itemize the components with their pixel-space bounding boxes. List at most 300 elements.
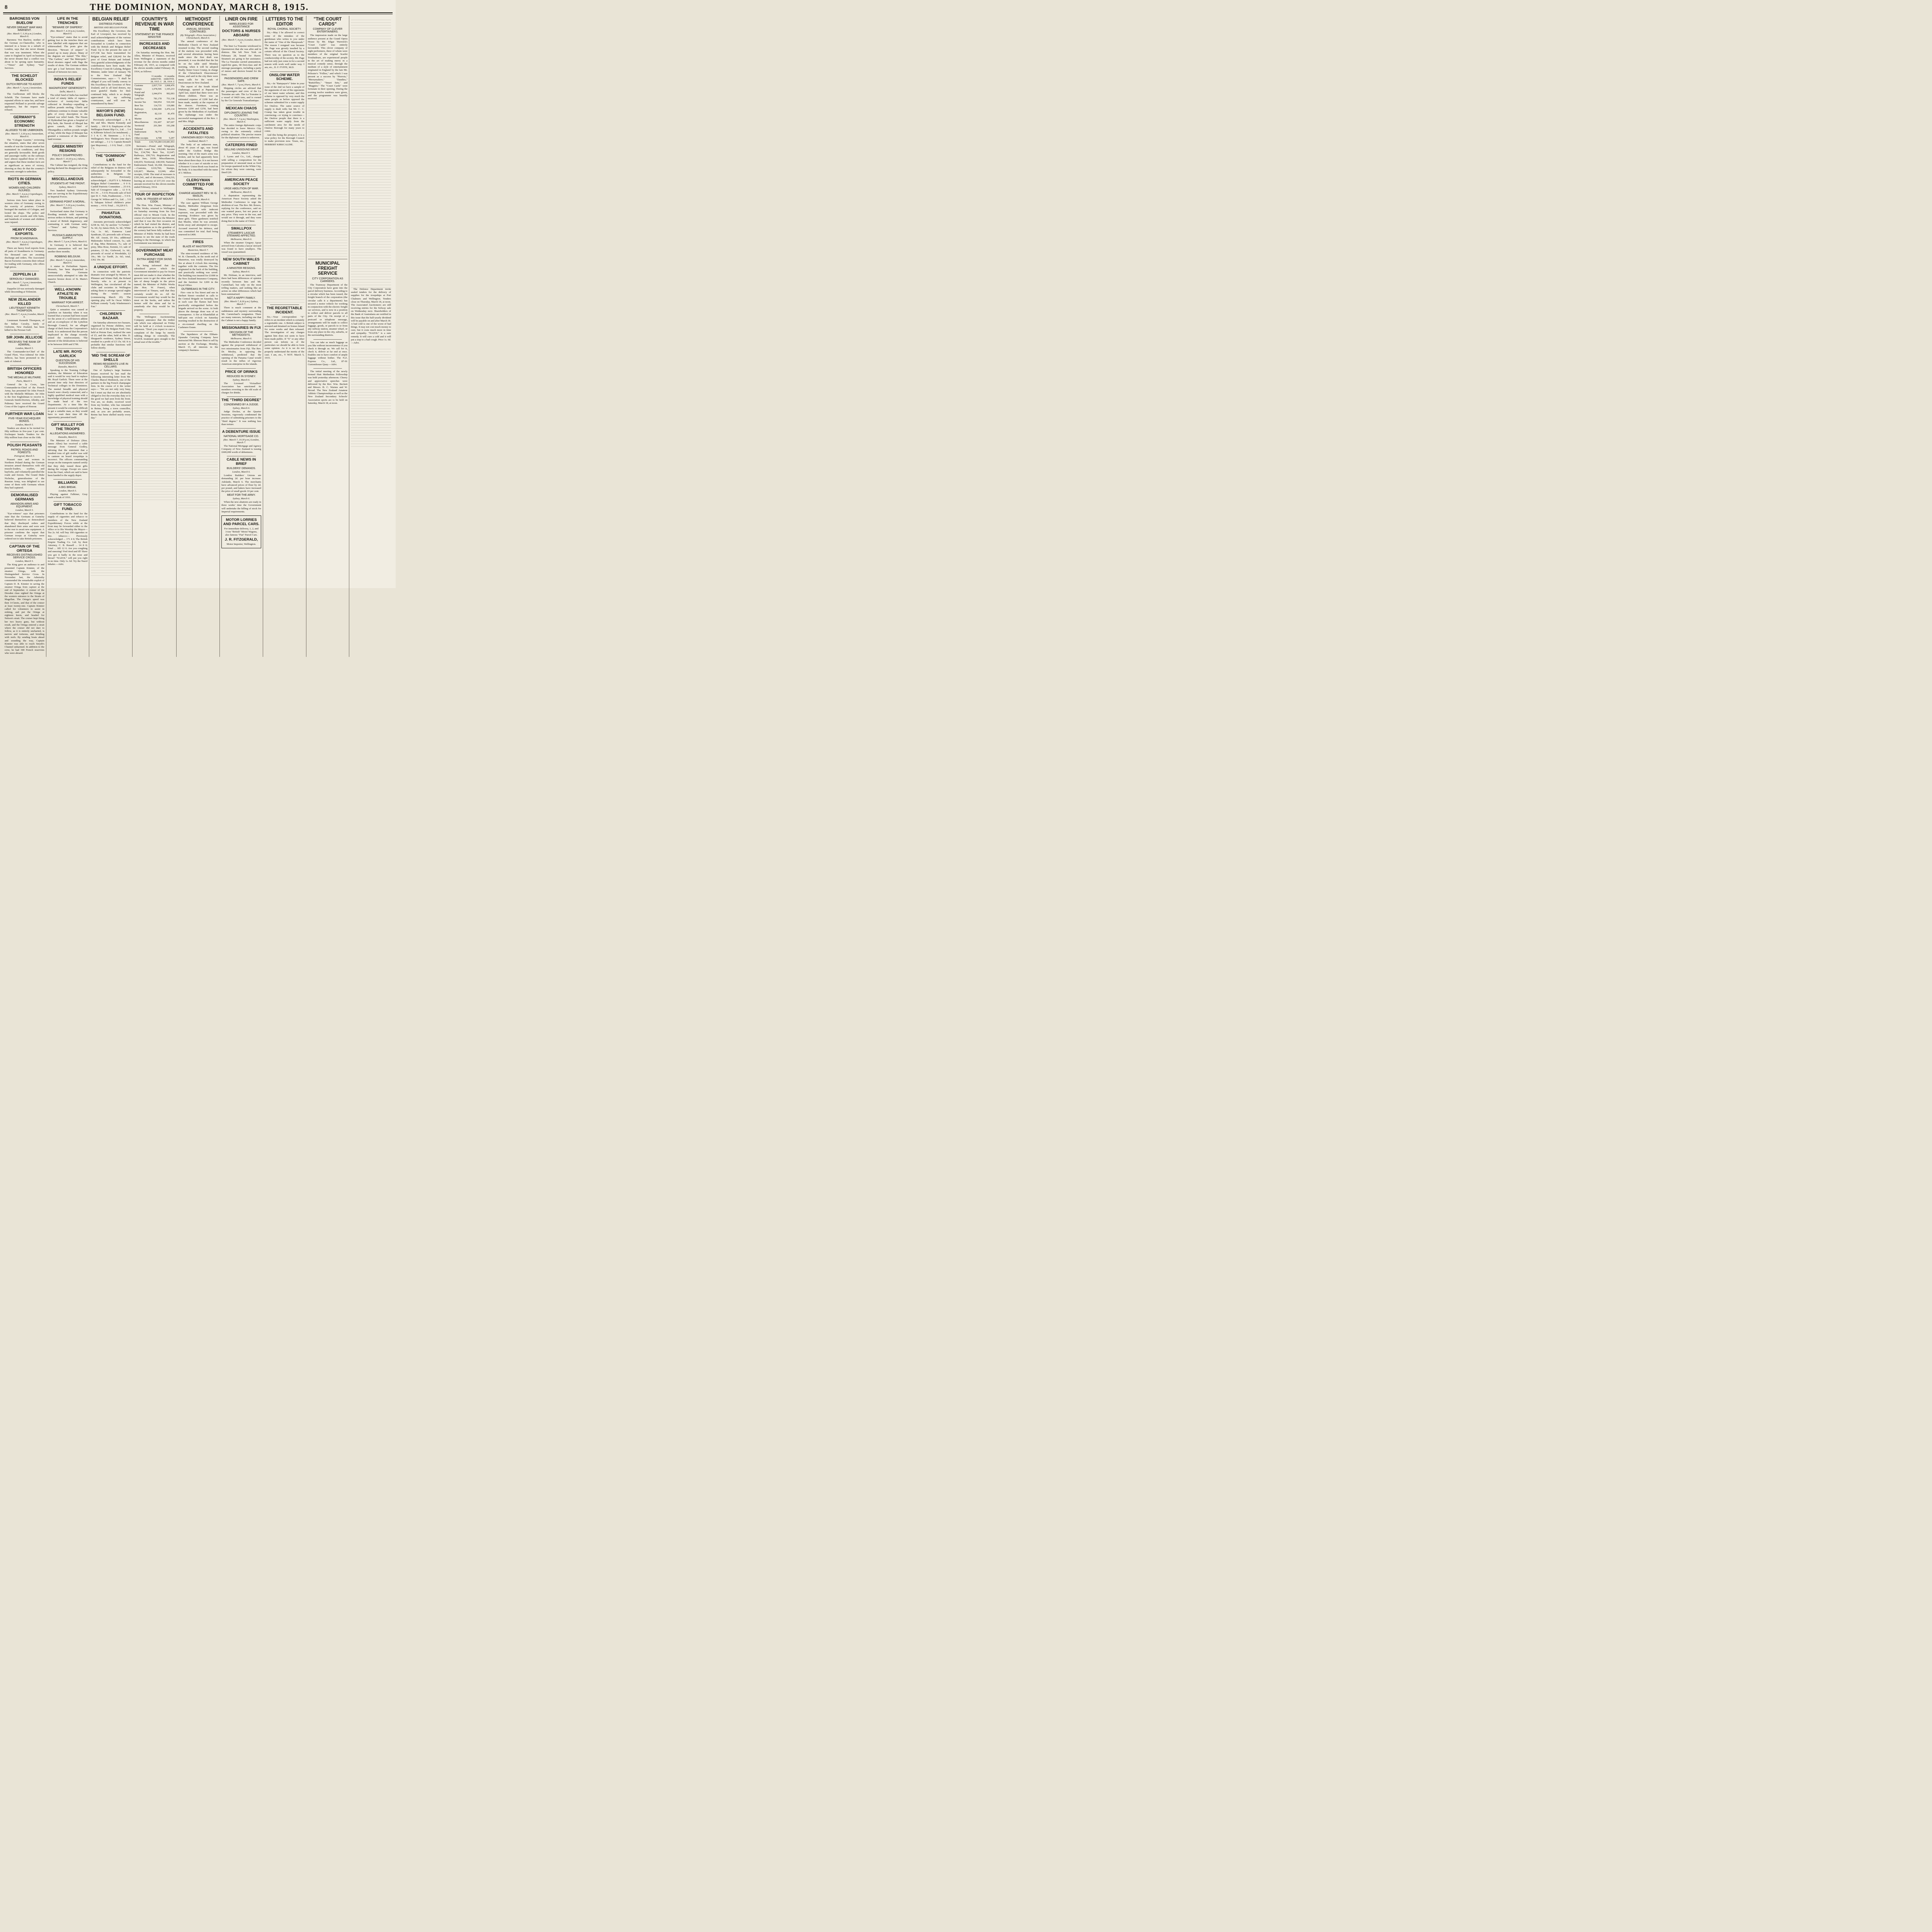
- dateline: (Rec. March 7, 3 p.m.) Amsterdam, March 6.: [7, 87, 42, 92]
- headline: A UNIQUE EFFORT.: [94, 265, 128, 270]
- headline: MISSIONARIES IN FIJI: [222, 326, 261, 330]
- separator: [10, 72, 39, 73]
- headline: WELL-KNOWN ATHLETE IN TROUBLE: [54, 287, 81, 300]
- dateline: Melbourne, March 6.: [230, 191, 252, 194]
- separator: [227, 176, 256, 177]
- article-greek-ministry: [48, 145, 88, 173]
- headline: PRICE OF DRINKS: [225, 369, 258, 374]
- newspaper-page: [0, 0, 396, 655]
- table-cell: 201,584: [153, 124, 162, 127]
- dateline: (Rec. March 7, 8.30 p.m.) Sydney, March 7.: [224, 300, 259, 306]
- headline: AMERICAN PEACE SOCIETY: [224, 178, 258, 187]
- article-body: One of Sydney's large business houses received by last mail the following interesting letter from Mr. Charles Marcel Heidsieck, one of the partners in the big French champagne firm. In the course of it the writer says:— "We are not only very busy, but I must say that we are absolutely obliged to live the everyday duty or to the good we had seen from the front. You are, no doubt, received word from my brother, who has remained in Reims, being a town councillor, and, as you are probably aware, Reims has been shelled nearly every day.": [91, 369, 131, 420]
- table-row: [134, 104, 175, 107]
- dateline: London, March 5.: [232, 152, 250, 155]
- text-continuation: [351, 17, 391, 288]
- dateline: (Rec. March 7, 10.30 p.m.) Athens, March 7.: [50, 158, 85, 163]
- table-cell: £10,719,284: [149, 140, 162, 143]
- headline: CLERGYMAN COMMITTED FOR TRIAL: [182, 178, 214, 191]
- article-auction-notice: [134, 316, 175, 344]
- dateline: Christchurch, March 6.: [186, 198, 210, 201]
- separator: [53, 348, 82, 349]
- dateline: Sydney, March 6.: [233, 378, 250, 381]
- headline: CATERERS FINED: [225, 143, 257, 148]
- subhead: REIMS RESIDENTS LIVE IN CELLARS.: [93, 363, 128, 369]
- article-body: His Excellency the Governor, the Earl of Liverpool, has received by mail acknowledgments of the various contributions which have been forwarded to London in connection with the British and Belgian Relief Fund. Up to the present the sum of £37,338 has been transmitted for Belgian relief, and £28,642 for the poor of Great Britain and Ireland. Very grateful acknowledgments of the contributions have been made. His Excellency Count de Lalaing, Belgian Minister, under letter of January 7th to the New Zealand High Commissioner, says:— "I shall be obliged if you will kindly convey to His Excellency the Governor of New Zealand, and to all kind donors, my most grateful thanks for their continued help, which is so deeply appreciated by my suffering countrymen, and will ever be remembered by them.": [91, 30, 131, 105]
- table-cell: 81,470: [168, 112, 175, 116]
- headline: CHILDREN'S BAZAAR.: [99, 312, 122, 321]
- revenue-table: [134, 75, 175, 144]
- headline: NEW SOUTH WALES CABINET: [223, 257, 260, 266]
- article-body: The Commander-in-Chief of the Grand Fleet, Vice-Admiral Sir John Jellicoe, has been promoted to the rank of Admiral.: [5, 350, 44, 363]
- article-body: Tenders are about to be invited for fifty millions in five-year 3 per cent. Exchequer bonds. Tenders for the fifty million loan close on the 10th.: [5, 427, 44, 439]
- headline: BRITISH OFFICERS HONORED: [7, 366, 42, 375]
- advertisement-motor-lorries: [221, 515, 261, 548]
- article-body: Speaking to the Training College students, the Minister of Education said it would be very hard to replace Mr. Royd Garlick. There were at the present time only four directors of Technical colleges in the Dominion. The mental breadth and physical branch were closely connected, and a highly qualified medical man with a knowledge of physical training should be made head of the two Departments. At a time like the present it would be extremely difficult to get a suitable man, as they would have to wait their time till the opportunity presented itself.: [48, 369, 88, 419]
- article-war-loan: [5, 412, 44, 440]
- article-nsw-cabinet: [221, 258, 261, 322]
- article-body: There are heavy food exports from all parts of Scandinavia to Germany. Six thousand cars are awaiting discharge and orders. The Associated Bacon Factories concerns their refusal for trading with Germany, who offers high prices.: [5, 247, 44, 269]
- separator: [313, 368, 342, 369]
- dateline: (Rec. March 7, 4 p.m.) London, March 6.: [5, 313, 44, 319]
- headline: FIRES: [192, 240, 204, 245]
- article-russia-ammunition: [48, 234, 88, 253]
- headline: BILLIARDS: [58, 481, 78, 485]
- table-cell: Postal and Telegraph: [134, 91, 145, 97]
- headline: RIOTS IN GERMAN CITIES.: [8, 177, 41, 186]
- article-childrens-bazaar: [91, 312, 131, 350]
- table-cell: 193,298: [166, 124, 175, 127]
- headline: MEXICAN CHAOS: [226, 106, 257, 111]
- table-cell: Stamps: [134, 87, 142, 90]
- subhead: STEAMER'S LASCAR STEWARD AFFECTED.: [226, 231, 256, 237]
- separator: [10, 410, 39, 411]
- subhead: FIVE-YEAR EXCHEQUER BONDS.: [8, 417, 41, 423]
- article-court-cards: [308, 17, 348, 100]
- article-regrettable: [265, 306, 304, 360]
- article-dominion-list: [91, 154, 131, 207]
- column-9: [349, 16, 393, 657]
- article-body: General De la Croix, late Commander-in-Chief of the French Army, has presented Sir John French with the Medaille Militaire. Sir John is the first Englishman to receive it. Generals Smith-Dorrien, Allenby, and Pulteney have received the Grand Cross of the Legion of Honour.: [5, 383, 44, 408]
- headline: INCREASES AND DECREASES: [139, 41, 170, 50]
- article-body: London Builders' Unions are demanding 2d. per hour increase. Adelaide, March 6. The merchants have advanced prices of flour by 2d. per pound, and bakers have increased the price of small goods 10 per cent.: [221, 474, 261, 493]
- table-cell: Registration, etc.: [134, 111, 147, 117]
- article-caterers: [221, 143, 261, 174]
- text-continuation: [178, 354, 218, 509]
- table-cell: Land Tax: [134, 97, 144, 100]
- separator: [10, 365, 39, 366]
- subhead: RUSSIA'S AMMUNITION SUPPLY.: [52, 234, 83, 240]
- headline: THE REGRETTABLE INCIDENT.: [267, 306, 303, 315]
- dateline: Masterton, March 7.: [188, 249, 209, 252]
- headline: CABLE NEWS IN BRIEF: [226, 457, 256, 466]
- separator: [270, 71, 299, 72]
- dateline: (Rec. March 7, 3.30 p.m.) Amsterdam, March 6.: [5, 133, 44, 138]
- article-body: Amounts previously acknowledged £238 4s. 6d.; by auction "A Farmer," 5s. 6d.; by James Dick, 5s. 6d.; White Cat, 1s. 6d.; Kumeroa Land Syndicate, £5; proceeds sale of horse, Mr. Alf. Anson, £9 10s.; additional Makomako School concert, 5s.; sale of dog, Miss Bennison, 7s.; sale of pony, Miss Rose, Kemini, £1; sale of potatoes, £3 8s.; Gislwood, 1s. 6d.; proceeds of social at Woodsdale, £2 10s.; Mr. Le Tardif, 2s. 6d.; total, £362 19s. 8d.: [91, 221, 131, 262]
- text-continuation: [265, 148, 304, 303]
- article-body: The Gurllesman still blocks the Scheldt. The Germans have made repeated efforts to raise her, and have requested Holland to provide salvage appliances, but the request was refused.: [5, 93, 44, 112]
- headline: BELGIAN RELIEF: [92, 17, 129, 22]
- article-liner-fire: [221, 17, 261, 103]
- subhead: WARRANT FOR ARREST.: [51, 301, 84, 304]
- table-cell: Marine: [134, 117, 142, 120]
- article-body: The case against William George Maslin, Methodist clergyman from Timaru, charged with indecent exposure, was proceeded with this morning. Evidence was given by three girls. Three gardeners testified that Maslin, when he was arrested, broke away and attempted to escape. Accused reserved his defence, and was committed for trial. Bail being renewed in £400.: [178, 202, 218, 236]
- column-3: [89, 16, 133, 657]
- subhead: REDUCED IN SYDNEY.: [226, 375, 256, 378]
- article-body: The King gave an audience to and presented Captain Kinnier, of the steamer Ortega, with the Distinguished Service Cross. In November last, the Admiralty commended the remarkable exploit of Captain D. R. Kinnier in saving the steamer Ortega from capture at the end of September. A cruiser of the Dresden class sighted the Ortega at the western entrance to the Straits of Magellan. The Ortega's speed was then 14 knots, and that of the cruiser at least twenty-one. Captain Kinnier called for volunteers to assist in stoking, and put the Ortega at eighteen knots, and headed for Nelson's strait. The cruiser kept firing her two heavy guns, but without result, and the Ortega entered a strait where the cruiser did not dare to follow, as it is entirely uncharted, is narrow and tortuous, and bristling with reefs. By sending boats ahead and sounding the way, Captain Kinnier was able to reach Smyth's Channel unharmed. In addition to the crew, he had 300 French reservists who were aboard.: [5, 563, 44, 655]
- article-body: When the steamer Gregory Apcar arrived from Calcutta a lascar steward was found to have smallpox. The vessel was quarantined.: [221, 241, 261, 254]
- headline: PAHIATUA DONATIONS.: [99, 211, 122, 220]
- article-body: The nine-roomed residence of Mr. W. B. Chennells, in the north end of Masterton, was totally destroyed by fire at about 8 o'clock this morning, together with the contents. The fire originated in the back of the building, and practically nothing was saved. The building was insured for £1000 in the New Zealand Insurance Company, and the furniture for £200 in the Royal Office.: [178, 252, 218, 287]
- article-body: Sir,—May I be allowed to correct some of the mistakes of the gentleman who writes to you under the name of "One of the Sheepwash." The reason I resigned was because Mr. Page was grossly insulted by a certain official of the Choral Society. There was no question as to the conductorship of the society. Mr. Page had not only just come in for a second season with work well under way. I am, etc., D. F. FYFFE, M.D.: [264, 31, 304, 69]
- text-continuation: [351, 347, 391, 447]
- headline: GIFT MULLET FOR THE TROOPS: [51, 423, 84, 432]
- subhead: CITY CORPORATION AS CARRIERS.: [312, 277, 344, 283]
- headline: DEMORALISED GERMANS: [11, 493, 38, 502]
- subhead: WOMEN AND CHILDREN INJURED.: [9, 186, 41, 192]
- dateline: (Rec. March 7, 7 p.m.) Paris, March 6.: [221, 83, 261, 86]
- column-4: [133, 16, 177, 657]
- table-row: [134, 121, 175, 124]
- separator: [53, 479, 82, 480]
- table-header-cell: 11 months ended Feb. 28, 1914. £: [162, 75, 175, 84]
- article-body: Mr. Holman, in an interview, said there had been differences of opinion recently between him and Mr. Carmichael, but only on the most trifling matters, and nothing like an action on other differences which had been summarised.: [221, 274, 261, 296]
- separator: [184, 125, 213, 126]
- table-header-row: [134, 75, 175, 84]
- subhead: NATIONAL MORTGAGE CO.: [223, 435, 259, 438]
- article-body: Baroness Von Buelow, mother of the German ex-Chancellor, who is interned in a house in a suburb of London, says that she never dreamt that war was imminent. When she came to England in April on business the never dreamt that a conflict was about to be sprung upon humanity.—"Times" and Sydney "Sun" Services.: [5, 38, 44, 70]
- table-cell: 44,209: [155, 117, 162, 120]
- ad-body: For immediate delivery, 1, 2, and 3-ton "British" Motor Wagons, also famous "Fiat" Parcel Cars.: [224, 527, 259, 537]
- subhead: HON. W. FRASER AT MOUNT COOK.: [136, 198, 173, 204]
- dateline: Melbourne, March 6.: [230, 337, 252, 340]
- article-unique-effort: [91, 265, 131, 308]
- headline: GIFT TOBACCO FUND.: [53, 503, 82, 512]
- article-body: The entire foreign diplomatic corps has decided to leave Mexico City owing to the extremely critical political situation. The precise reason for the diplomats' action is unknown.: [221, 124, 261, 139]
- subhead: COMPANY OF CLEVER ENTERTAINERS.: [313, 28, 343, 34]
- dateline: (Rec. March 7, 5 p.m.) Paris, March 6.: [48, 240, 87, 243]
- separator: [227, 428, 256, 429]
- table-cell: 781,178: [153, 97, 162, 100]
- subhead: DIPLOMATS LEAVING THE COUNTRY.: [224, 111, 259, 117]
- separator: [53, 175, 82, 176]
- article-methodist: [178, 17, 218, 123]
- article-body: The liquidators of the Eltham-Opunake Carrying Company have instructed Mr. Bleeson Hunt to sell by auction at the Exchange, Monday, March 15, all interests in the company's business.: [178, 333, 218, 352]
- article-body: The Cabinet has resigned, the King having declared his disapproval of the policy.: [48, 164, 88, 173]
- headline: COUNTRY'S REVENUE IN WAR TIME: [135, 17, 174, 32]
- separator: [139, 40, 169, 41]
- table-cell: 82,110: [155, 112, 162, 116]
- column-2: [46, 16, 90, 657]
- subhead: NOT A HAPPY FAMILY.: [227, 297, 256, 300]
- article-body: The "Cologne Gazette," reviewing the situation, states that after seven months of war the German market has maintained its conditions, and they are generally favourable. Both goods and passenger traffic on the railways have almost equalled those of 1914, and argues that these modest facts are as significant as news of victory, showing as they do that the country's economic strength is unbroken.: [5, 139, 44, 173]
- page-number: 8: [5, 4, 8, 10]
- article-body: A statue in Perfaubian Square, Brussels, has been dispatched to Germany. The Germans unsuccessfully attempted to take the massive bronze doors of St. Marie's Church.: [48, 265, 88, 284]
- article-body: The body of an unknown man, about 45 years of age, was found under the Grafton Bridge this morning. One of the man's arms was broken, and he had apparently been there about three days. It is not known whether it is a case of suicide or not. A Pioneers' Union Book was found on the body. It is inscribed with the name of J. Melton.: [178, 143, 218, 175]
- table-cell: 1,044,974: [151, 92, 162, 95]
- article-body: The impression made on the large audience present at the Grand Opera House by Mr. Edgar Warwick's "Court Cards" was entirely favourable. This clever company of eight performers, three of whom were members of the original Scarlet Troubadours, are experienced people in the art of making merry in a musical comedy sense, through the medium of a style of entertainment originated in England by the late Mr. Pelissier's "Follies," and which I was present as a success by "Pierrots," "Merrymakers," "Dandies," "Butterflies," "Smart Sets," and "Magpies." The "Court Cards" were fortunate in their opening. During the evening twelve numbers were given, and the programme was heartily received.: [308, 34, 348, 100]
- article-body: The Hon. Wm. Fraser, Minister of Public Works, returned to Wellington on Saturday morning from his first official visit to Mount Cook. In the course of a brief interview the Minister said that it was the first occasion on which he had visited the district, and all anticipations as to the grandeur of the scenery had been fully realised. As Minister of Public Works he had been anxious to see the state of the roads leading to the Hermitage, in which the Government was interested.: [134, 204, 175, 245]
- subhead: URGE ABOLITION OF WAR.: [224, 187, 259, 190]
- table-row: [134, 83, 175, 87]
- article-zeppelin: [5, 273, 44, 294]
- article-jellicoe: [5, 336, 44, 363]
- subhead: SERIOUSLY DAMAGED.: [9, 278, 40, 281]
- table-header-cell: 11 months ended Feb. 28, 1915. £: [149, 75, 162, 84]
- column-8: [306, 16, 350, 657]
- subhead: MAGNIFICENT GENEROSITY.: [49, 87, 87, 90]
- headline: LIFE IN THE TRENCHES: [57, 17, 78, 25]
- dateline: Christchurch, March 7.: [56, 304, 80, 308]
- article-body: Lieutenant Kenneth Thompson, of the Indian Cavalry, Iately of Gisborne, New Zealand, has been killed in the Persian Gulf.: [5, 319, 44, 332]
- article-municipal-freight: [308, 261, 348, 337]
- separator: [10, 175, 39, 176]
- table-cell: 751,138: [166, 97, 175, 100]
- separator: [313, 339, 342, 340]
- table-cell: £10,681,953: [162, 140, 175, 143]
- table-totals-row: [134, 140, 175, 144]
- headline: ONSLOW WATER SCHEME.: [269, 73, 300, 82]
- dateline: (Rec. March 7, 3 p.m.) Amsterdam, March 6.: [7, 281, 42, 287]
- subhead: THE MEDAILLE MILITAIRE.: [7, 376, 42, 379]
- article-body: The initial meeting of the newly formed Hutt Methodists Fellowship was held yesterday afternoon. Cheery and appreciative speeches were delivered by the Rev. Wm. Beckett and Messrs. B. C. Warnes and W. Stroud. The New Zealand Amateur Athletic Championships as well as the New Zealand Secondary Schools' Association sports are to be held on Saturday, March 18, at noon.: [308, 370, 348, 405]
- headline: ZEPPELIN L8: [13, 272, 36, 277]
- separator: [184, 238, 213, 239]
- headline: LATE MR. ROYD GARLICK: [53, 349, 82, 358]
- table-cell: 114,735: [153, 104, 162, 107]
- article-body: Two hundred Sydney University men are serving in the Expeditionary or Imperial Forces.: [48, 189, 88, 198]
- subhead: STUDENTS AT THE FRONT.: [50, 182, 85, 185]
- article-belgian-relief: [91, 17, 131, 105]
- article-body: Previously acknowledged ... 8 4; Mr. and Mrs. Martin Kennedy and family ... 100 0 0; Employees of the Wellington Patent Slip Co., Ltd. ... 5 4 4; Kilbirnie School (1st instalment) ... 3 1 4; C. M. Simmons ... 3 3 6; Wellington's New Theatre (one day's net takings) ... 3 2 3; Captain Bonsell (per Mayoress) ... 1 0 0; Total ... £236 7 3.: [91, 119, 131, 150]
- dateline: London, March 6.: [232, 471, 250, 474]
- subhead: ANNUAL SESSION CONTINUED.: [186, 28, 210, 34]
- revenue-table-body: [134, 83, 175, 140]
- subhead: ALLEGED TO BE UNBROKEN.: [5, 129, 44, 132]
- table-cell: 307,697: [166, 121, 175, 124]
- article-body: The annual conference of the Methodist Church of New Zealand resumed to-day. The second reading of the stations was proceeded with, and several alterations having been made since the first draft was presented, it was decided that the list be on the table until Monday morning, when it will be adopted finally. Sister Grace Crump, in charge of the Christchurch Deaconesses' Home, and said in the city there were many calls for the work of Deaconesses in New Zealand.: [178, 40, 218, 84]
- article-body: The Minister of Defence (Hon. James Allen) has received a cable message from General Godley, advising that the statement that a hundred tons of gift mullet was sold to canteen on board troopships is incorrect. The officers commanding troops on the transports named certify that they duly issued those gifts during the voyage. Except six cases from the Orari, which are said to have been handed to the supply depot.: [48, 439, 88, 477]
- columns: [3, 16, 393, 655]
- article-missionaries: [221, 326, 261, 366]
- table-cell: 72,402: [168, 130, 175, 133]
- table-cell: 46,316: [168, 117, 175, 120]
- table-cell: Totals: [134, 140, 149, 144]
- article-body: Sir,—Your correspondent "X" refers to an incident which is certainly a regrettable one. A British subject is arrested and detained on Somes Island for some weeks and then released. The investigation of any charges against him does not seem to have been made public. If "X" or any other person can inform us of the particulars we should be able to form some opinion. As it is we do not properly understand the merits of the case. I am, etc., Y NOT. March 5, 1915.: [264, 315, 304, 359]
- article-riots: [5, 177, 44, 224]
- article-body: Shipping circles are advised that the passengers and crew of the La Touraine are safe. The La Touraine is a vessel of 8429 tons, and is owned by the Cie Generale Transatlantique.: [221, 87, 261, 102]
- dateline: Sydney, March 6.: [233, 497, 250, 500]
- subhead: FROM SCANDINAVIA.: [10, 237, 39, 240]
- article-body: On Saturday morning the Hon. Mr. Allen, Minister of Finance, received from Wellington a statement of the revenue for the eleven months ended February 28, 1915, as compared with the eleven months ended February 28, 1914, as follows:: [134, 51, 175, 73]
- table-cell: National Endowment Fund: [134, 128, 146, 136]
- masthead-rule: [3, 13, 393, 14]
- dateline: (Rec. March 7, 4.10 p.m.) London, March 6.: [50, 29, 85, 35]
- article-moral: [48, 201, 88, 232]
- dateline: Sydney, March 6.: [233, 270, 250, 274]
- separator: [53, 421, 82, 422]
- ad-line: Motor Importer, Wellington.: [226, 543, 256, 546]
- subhead: CONDEMNED BY A JUDGE.: [224, 403, 259, 406]
- article-liquidators: [178, 333, 218, 352]
- article-cable-news: [221, 458, 261, 514]
- article-body: Peasant men and women in Northern Poland during the German invasion armed themselves with old muzzle-loaders, scythes, and hayforks, and voluntarily patrolled the roads and forests. The Grand Duke Nicholas, generalissimo of the Russian Army, was delighted to see some of them with Germans whom they had captured.: [5, 458, 44, 490]
- article-pahiatua: [91, 211, 131, 262]
- headline: POLISH PEASANTS: [7, 443, 42, 447]
- subhead: GERMANS POINT A MORAL.: [49, 201, 86, 204]
- article-body: And this being the prospect, it is a wise policy for the Borough Council to make provision now. Yours, etc., HERBERT KIRKCALDIE.: [264, 134, 304, 146]
- headline: HEAVY FOOD EXPORTS.: [12, 228, 37, 236]
- masthead-title: THE DOMINION, MONDAY, MARCH 8, 1915.: [90, 2, 309, 12]
- dateline: (Rec. March 7, 10.30 p.m.) London, March 7.: [223, 438, 260, 444]
- article-third-degree: [221, 398, 261, 426]
- article-food-exports: [5, 228, 44, 269]
- article-body: Fire—one in Tea Street and one in Herbert Street—resulted in calls to the Central Brigade on Saturday, but in each case the flames had been practically extinguished before the brigade arrived on the scene. At both places the damage done was of no consequence. A fire at Khandallah at half-past one o'clock on Saturday morning resulted in the destruction of a six-roomed dwelling on the Cashmere Estate.: [178, 291, 218, 329]
- headline: GOVERNMENT MEAT PURCHASE: [136, 248, 173, 257]
- dateline: (Rec. March 7, 5.30 p.m.) London, March 6.: [7, 32, 42, 38]
- article-drinks: [221, 370, 261, 395]
- separator: [96, 209, 125, 210]
- article-robbing-belgium: [48, 255, 88, 284]
- dateline: Delhi, March 5.: [60, 90, 76, 93]
- article-body: In Germany it is believed that Russia's ammunition will not last another three months.: [48, 244, 88, 253]
- dateline: London, March 5.: [15, 560, 34, 563]
- headline: SIR JOHN JELLICOE: [6, 335, 43, 340]
- article-nz-killed: [5, 298, 44, 332]
- article-body: Increases.—Postal and Telegraph, £52,881; Land Tax, £30,040; Income Tax, £34,794; Beer Tax, £2,647; Railways, £90,716; Registration and other fees, £630; Miscellaneous, £44,655; Territorial, £40,930; National Endowment Fund, £6,368. Decreases.—Customs, £210,766; Stamps, £26,667; Marine, £2,046; other receipts, £598. The total of increases is £391,541, and of decreases, £364,210, leaving an excess of £37,331 over the amount received for the eleven months ended February, 1914.: [134, 145, 175, 189]
- separator: [227, 324, 256, 325]
- article-onslow-water: [265, 73, 304, 146]
- article-body: Contributions to the fund for the relief of the Belgians in distress will subsequently be forwarded to the authorities in Belgium for distribution:— Previously acknowledged ...19,075 9 1; Pahiatua Belgian Relief Committee ... 0 0 0; Cardiff Patriotic Committee ... 25 0 0; Sale of Crossgrove cake ... 12 0 0; H.C.W. ... 5 0 0; Proceeds sale of boil (per D. C. Yule, Featherston) ... 5 0 0; George W. Wilton and Co., Ltd. ... 5 0 0; Takapau School children's prize money ... 4 0 0; Total ... 19,229 0 5.: [91, 163, 131, 207]
- dateline: (Rec. March 7, 4 p.m.) Copenhagen, March 6.: [6, 241, 43, 247]
- article-body: The Wellington Auctioneering Company announce that the timber sale which was adjourned on Friday will be held at 2 o'clock to-morrow afternoon. "Don't you expect to cure a complaint of the lungs by merely rubbing things in externally. The NAZOL treatment goes straight to the actual seat of the trouble.": [134, 315, 175, 344]
- subhead: EXTRA MONEY FOR SKINS AND FAT.: [137, 258, 172, 264]
- headline: GREEK MINISTRY RESIGNS: [52, 145, 83, 153]
- table-cell: Beer Tax: [134, 104, 143, 107]
- table-cell: 992,093: [166, 92, 175, 95]
- article-hutt-methodists: [308, 370, 348, 405]
- dateline: London, March 5.: [15, 347, 34, 350]
- subhead: RECEIVES THE RANK OF ADMIRAL.: [8, 341, 41, 347]
- text-continuation: [308, 102, 348, 257]
- subhead: DISTRESS FUNDS: [99, 23, 123, 26]
- subhead: SELLING UNSOUND MEAT.: [224, 148, 259, 151]
- article-body: The Tramway Department of the City Corporation have gone into the parcel delivery business. According to a circular which has been issued, the freight branch of the corporation (the circular calls it a department) has secured a motor vehicle for working in conjunction with the electric freight car services, and is now in a position to collect and deliver parcels to all parts of the City. On receipt of a postcard or telephone message, arrangements will be made to collect luggage, goods, or parcels to or from any railway station, steamer wharf, or from any place in the city, suburbs, or the surrounding districts.: [308, 283, 348, 337]
- article-body: When the new abattoirs are ready in three weeks' time the Government will undertake the killing of stock for Imperial requirements.: [221, 501, 261, 513]
- table-cell: 119,086: [167, 104, 175, 107]
- column-1: [3, 16, 46, 657]
- dateline: Petrograd, March 5.: [14, 454, 35, 457]
- headline: SMALLPOX: [231, 226, 252, 231]
- subhead: POLICY DISAPPROVED.: [52, 154, 83, 157]
- table-cell: 78,770: [155, 130, 162, 133]
- dateline: Auckland, March 7.: [188, 139, 208, 143]
- text-continuation: [134, 346, 175, 500]
- table-cell: Territorial: [134, 124, 145, 127]
- article-trenches: [48, 17, 88, 74]
- headline: GERMANY'S ECONOMIC STRENGTH: [13, 115, 36, 128]
- subhead: DECISION OF THE METHODISTS.: [229, 331, 253, 337]
- article-buelow: [5, 17, 44, 70]
- article-revenue: [134, 17, 175, 189]
- subhead: STATEMENT BY THE FINANCE MINISTER: [135, 33, 174, 39]
- separator: [227, 368, 256, 369]
- article-billiards: [48, 481, 88, 499]
- article-body: On being informed that the subsidised prices which the Government intended to pay for frozen meat did not make it clear whether the growers were to get the skins and the fats of sheep bought in the prices named, the Minister of Public Works (the Hon. W. Fraser), when interviewed at Timaru, said that they certainly would do so. All the Government would buy would be the meat on the hooks, and unless the farmer sold the skins and fat to somebody else they would be his property.: [134, 264, 175, 311]
- masthead: [3, 2, 393, 13]
- table-cell: Railways: [134, 107, 144, 111]
- separator: [227, 141, 256, 142]
- article-germany-economic: [5, 116, 44, 173]
- table-row: [134, 124, 175, 128]
- article-notices: [351, 288, 391, 345]
- headline: THE "DOMINION" LIST.: [95, 153, 126, 162]
- separator: [227, 396, 256, 397]
- dateline: Melbourne, March 6.: [230, 238, 252, 241]
- subhead: ROBBING BELGIUM.: [54, 255, 81, 258]
- headline: MAYOR'S (NEW) BELGIAN FUND.: [96, 109, 125, 118]
- article-body: The Defence Department invite sealed tenders for the delivery of supplies for the troopships at Port Chalmers and Wellington. Tenders close on Thursday, March 18, at noon. The Associated Auctioneers are still receiving entries for the Solway sale on Wednesday next. Shareholders of the Bank of Australasia are notified in this issue that the half-yearly dividend will be payable on and after March 30. A bad cold is one of the worst of bad things. It may not cost much money to cure, but it costs much more in time and sympathy. "NAZOL" is a sure remedy. It will cure a cold and it will put a stop to a bad cough. Price 1s. 6d.—Advt.: [351, 288, 391, 344]
- headline: CAPTAIN OF THE ORTEGA: [9, 544, 40, 553]
- separator: [96, 310, 125, 311]
- headline: DOCTORS & NURSES ABOARD: [222, 29, 261, 38]
- article-smallpox: [221, 227, 261, 254]
- column-6: [220, 16, 263, 657]
- article-india-relief: [48, 78, 88, 141]
- subhead: LIEUTENANT KENNETH THOMPSON.: [9, 307, 40, 313]
- headline: LINER ON FIRE: [225, 17, 258, 22]
- article-athlete: [48, 288, 88, 346]
- article-body: A deputation representing the American Peace Society asked the Methodist Conference to urge the abolition of war. The Rev. Mr. Bowes, replying for the conference, said no one wanted peace, but not peace at any price. They were in the war, and would see it through, and they were doing that in the name of Christ.: [221, 194, 261, 223]
- dateline: London, March 5.: [58, 490, 77, 493]
- headline: TOUR OF INSPECTION: [134, 192, 175, 197]
- headline: METHODIST CONFERENCE: [182, 17, 214, 27]
- article-body: "Eye-witness" states that to avoid getting lost in the trenches there are now labelled with signposts that are whitewashed. The posts give the direction. "Beware of snipers" is posted up in many places. Many of the dugouts are named "The Ritz," "The Carlton," and "the Metropole." Rival shooters signal with flags the results of shots. The German soldiers now get a loaf between three men, instead of between two men.: [48, 36, 88, 73]
- headline: BARONESS VON BUELOW: [9, 17, 39, 25]
- separator: [184, 331, 213, 332]
- column-7: [263, 16, 306, 657]
- table-row: [134, 100, 175, 104]
- headline: FURTHER WAR LOAN: [5, 412, 44, 416]
- table-cell: 2,837,710: [151, 84, 162, 87]
- article-miscellaneous: [48, 177, 88, 199]
- dateline: London, March 5.: [15, 423, 34, 426]
- article-body: J. Lyons and Co., Ltd., charged with selling a composition for the preparation of unsound meat as food for troops quartered in the White City, for whom they were catering, were fined £20.: [221, 155, 261, 174]
- dateline: London, March 5.: [15, 509, 34, 512]
- subhead: ALLEGATIONS ANSWERED.: [50, 432, 86, 435]
- dateline: (Rec. March 7, 4 p.m.) Copenhagen, March 6.: [6, 192, 43, 198]
- table-cell: 5,297: [169, 136, 175, 139]
- article-mullet: [48, 423, 88, 477]
- table-row: [134, 117, 175, 121]
- headline: 'MID THE SCREAM OF SHELLS: [91, 353, 131, 362]
- subhead: MEAT FOR THE ARMY.: [227, 494, 256, 497]
- dateline: (Rec. March 7, 4 p.m.) Amsterdam, March 6.: [50, 259, 85, 264]
- subhead: BUILDERS' DEMANDS.: [226, 467, 256, 470]
- subhead: PATROL ROADS AND FORESTS.: [11, 448, 38, 454]
- article-body: In connection with the patriotic dramatic tour arranged by Messrs. H. Plimmer and Winter Hall, the Roland Stavely, who is at present in Wellington, has circularised all the clubs and societies in Wellington asking them to arrange special nights during the week's season (commencing March 20). The opening play will be Oscar Wilde's brilliant comedy "Lady Windermere's Fan.": [91, 270, 131, 308]
- article-body: Quite a sensation was caused at Lyttelton on Saturday when it was learned that a warrant had been issued for the arrest of a well-known athlete and an ex-employee of the Lyttelton Borough Council, for an alleged charge of theft from the Corporation's funds. It is understood that the person implicated in the charge recently joined the reinforcements. The amount of the defalcations is believed to be between £600 and £700.: [48, 308, 88, 346]
- table-row: [134, 87, 175, 91]
- article-body: The relief fund of India has reached a total of ninety lakhs of rupees—exclusive of twenty-four lakhs collected in Bombay—equalling a million pounds sterling. Chiefs and noblemen continue to donate valuable gifts of every description to the trained war relief funds. The Nizam of Hyderabad has given a hospital of fifty beds, the Nawab of Bhopal has given camels, the Chief of Dhrangadhra a million pounds weight of hay, while the Raja of Bilaspur has granted a remission of the soldiers' land revenue.: [48, 94, 88, 141]
- dateline: Sydney, March 6.: [59, 185, 77, 189]
- headline: INDIA'S RELIEF FUNDS: [54, 77, 82, 86]
- separator: [270, 304, 299, 305]
- subhead: ABANDON ARMS AND EQUIPMENT.: [10, 503, 39, 509]
- table-cell: 3,566,900: [151, 107, 162, 111]
- article-body: "Eye-witness" says that prisoners state that the Germans at Guinchy believed themselves so demoralised that they disobeyed orders and abandoned their arms and were sent to the rear to await new equipment. A prisoner confirms the report that German troops at Guinchy were ordered not to take British prisoners.: [5, 512, 44, 541]
- dateline: (By Telegraph—Press Association.) Christchurch, March 6.: [180, 34, 216, 40]
